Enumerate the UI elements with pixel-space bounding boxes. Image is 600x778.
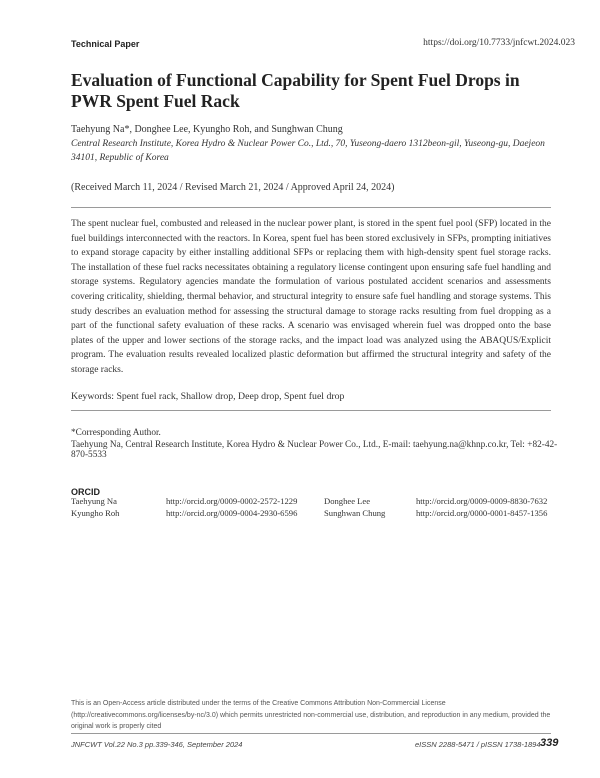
orcid-author-name: Taehyung Na	[71, 496, 117, 506]
orcid-link[interactable]: http://orcid.org/0009-0002-2572-1229	[166, 496, 298, 506]
orcid-author-name: Donghee Lee	[324, 496, 371, 506]
paper-type-label: Technical Paper	[71, 39, 140, 49]
author-list: Taehyung Na*, Donghee Lee, Kyungho Roh, and Sunghwan Chung	[71, 124, 343, 135]
page-number: 339	[540, 737, 559, 749]
footer-rule	[71, 733, 551, 734]
corresponding-author-label: *Corresponding Author.	[71, 428, 161, 438]
orcid-row	[71, 496, 551, 508]
orcid-row	[71, 508, 551, 520]
paper-title: Evaluation of Functional Capability for Spent Fuel Drops in PWR Spent Fuel Rack	[71, 70, 520, 111]
orcid-author-name: Kyungho Roh	[71, 508, 120, 518]
issn: eISSN 2288-5471 / pISSN 1738-1894	[415, 740, 541, 749]
keywords: Keywords: Spent fuel rack, Shallow drop, Deep drop, Spent fuel drop	[71, 391, 345, 402]
abstract-top-rule	[71, 207, 551, 208]
orcid-link[interactable]: http://orcid.org/0009-0009-8830-7632	[416, 496, 548, 506]
received-dates: (Received March 11, 2024 / Revised March 21, 2024 / Approved April 24, 2024)	[71, 182, 395, 193]
orcid-label: ORCID	[71, 487, 100, 497]
orcid-link[interactable]: http://orcid.org/0000-0001-8457-1356	[416, 508, 548, 518]
doi-link[interactable]: https://doi.org/10.7733/jnfcwt.2024.023	[423, 38, 575, 48]
journal-citation: JNFCWT Vol.22 No.3 pp.339-346, September 2024	[71, 740, 243, 749]
abstract-text: The spent nuclear fuel, combusted and released in the nuclear power plant, is stored in the spent fuel pool (SFP) located in the fuel buildings interconnected with the reactors. In Korea, spent fuel has been stored exclusively in SFPs, prompting initiatives to expand storage capacity by either installing additional SFPs or replacing them with high-density spent fuel storage racks. The installation of these fuel racks necessitates obtaining a regulatory license contingent upon ensuring safe fuel handling and storage systems. Regulatory agencies mandate the formulation of various postulated accident scenarios and assessments covering criticality, shielding, thermal behavior, and structural integrity to ensure safe fuel handling and storage systems. This study describes an evaluation method for assessing the structural damage to storage racks resulting from fuel dropping as a part of the functional safety evaluation of these racks. A scenario was envisaged wherein fuel was dropped onto the base plates of the upper and lower sections of the storage racks, and the impact load was analyzed using the ABAQUS/Explicit program. The evaluation results revealed localized plastic deformation but affirmed the structural integrity and safety of the storage racks.	[71, 219, 551, 375]
license-notice: This is an Open-Access article distributed under the terms of the Creative Commons Attribution Non-Commercial License (http://creativecommons.org/licenses/by-nc/3.0) which permits unrestricted non-commercial use, distribution, and reproduction in any medium, provided the original work is properly cited	[71, 700, 551, 730]
orcid-link[interactable]: http://orcid.org/0009-0004-2930-6596	[166, 508, 298, 518]
orcid-author-name: Sunghwan Chung	[324, 508, 386, 518]
affiliation: Central Research Institute, Korea Hydro & Nuclear Power Co., Ltd., 70, Yuseong-daero 1312beon-gil, Yuseong-gu, Daejeon 34101, Republic of Korea	[71, 139, 545, 163]
corresponding-author-info: Taehyung Na, Central Research Institute, Korea Hydro & Nuclear Power Co., Ltd., E-mail: taehyung.na@khnp.co.kr, Tel: +82-42-870-5533	[71, 440, 558, 460]
abstract-bottom-rule	[71, 410, 551, 411]
